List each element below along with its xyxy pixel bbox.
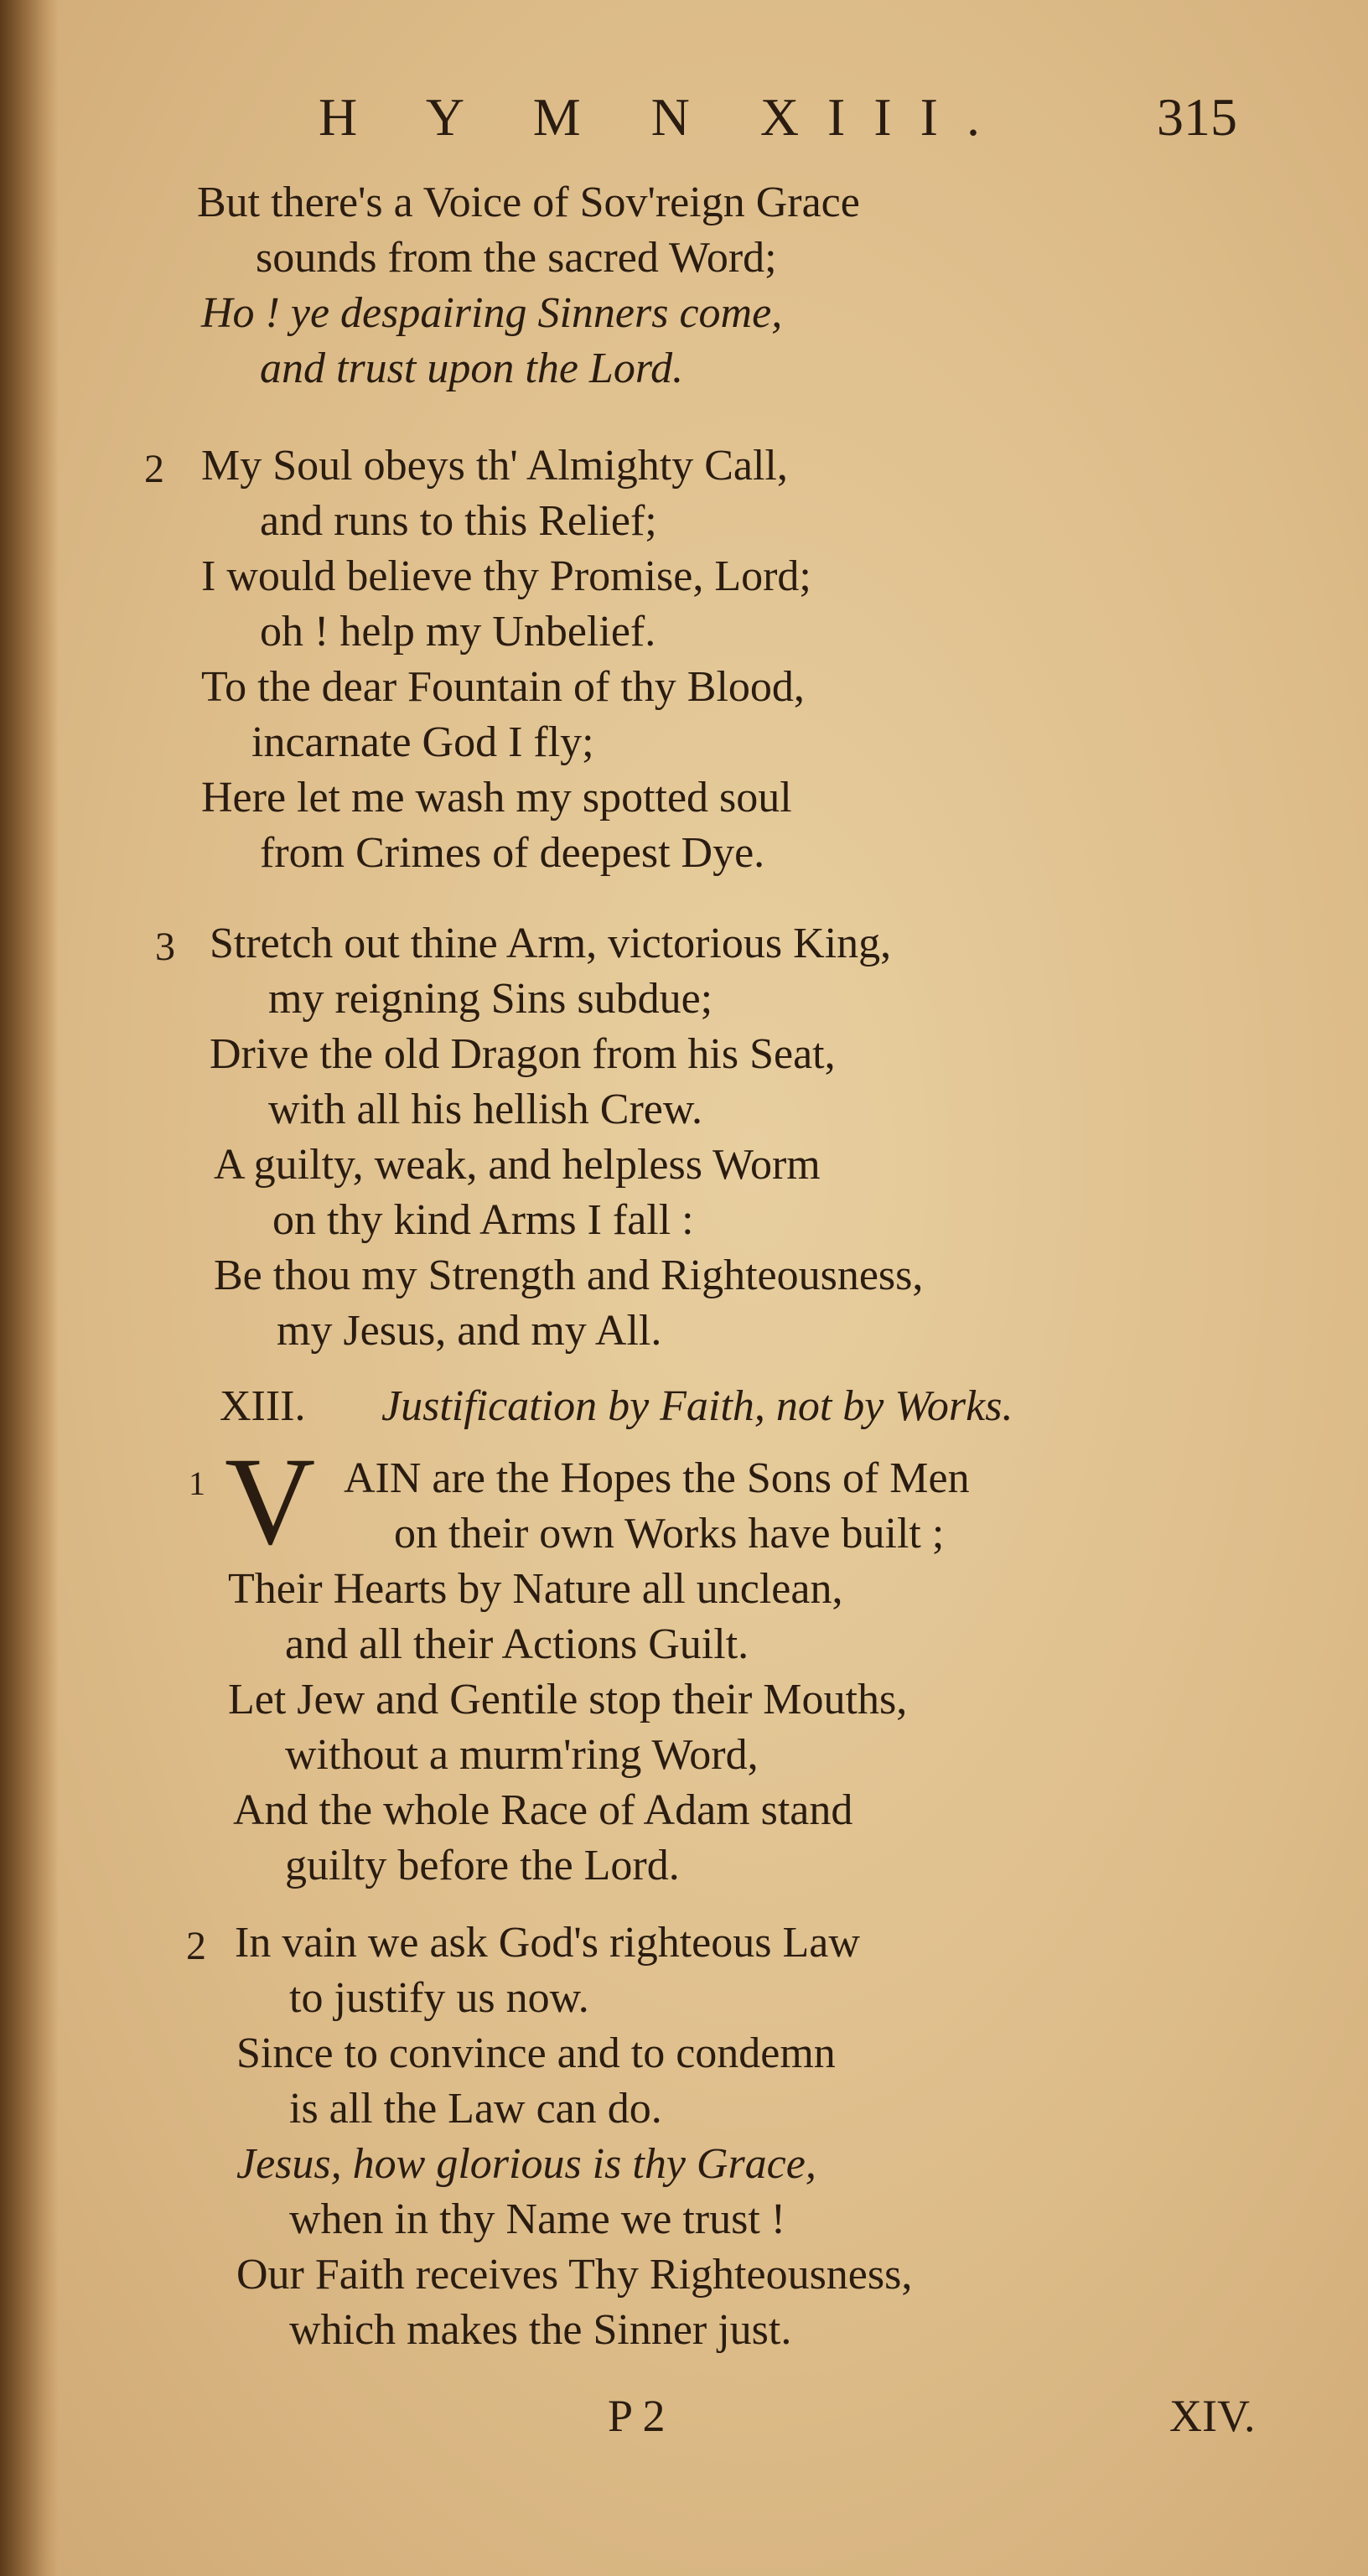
verse-line: oh ! help my Unbelief. <box>260 608 656 656</box>
verse-number: 1 <box>189 1464 205 1502</box>
verse-line: to justify us now. <box>289 1974 589 2022</box>
verse-line: and all their Actions Guilt. <box>285 1620 749 1668</box>
verse-line: Drive the old Dragon from his Seat, <box>210 1030 836 1078</box>
verse-line: which makes the Sinner just. <box>289 2306 792 2354</box>
verse-line: Stretch out thine Arm, victorious King, <box>210 920 892 967</box>
verse-line: my reigning Sins subdue; <box>268 975 713 1023</box>
verse-number: 2 <box>186 1924 206 1968</box>
verse-line: without a murm'ring Word, <box>285 1731 759 1779</box>
verse-line: sounds from the sacred Word; <box>256 234 777 282</box>
verse-line: on thy kind Arms I fall : <box>272 1196 694 1244</box>
verse-line: Our Faith receives Thy Righteousness, <box>236 2251 913 2299</box>
verse-line: My Soul obeys th' Almighty Call, <box>201 442 788 490</box>
verse-line: when in thy Name we trust ! <box>289 2195 786 2243</box>
verse-number: 2 <box>144 447 164 491</box>
verse-line: and runs to this Relief; <box>260 497 657 545</box>
verse-line: Jesus, how glorious is thy Grace, <box>236 2140 816 2188</box>
verse-line: But there's a Voice of Sov'reign Grace <box>197 179 860 226</box>
hymn-number: XIII. <box>220 1382 306 1430</box>
page-number: 315 <box>1157 87 1237 147</box>
drop-cap: V <box>225 1432 316 1571</box>
verse-number: 3 <box>155 925 175 969</box>
verse-line-italic: Ho ! ye despairing Sinners come, <box>201 289 783 337</box>
running-head: H Y M N XIII. <box>319 87 1008 147</box>
catchword: XIV. <box>1169 2391 1256 2441</box>
verse-line: In vain we ask God's righteous Law <box>235 1919 860 1967</box>
verse-line: To the dear Fountain of thy Blood, <box>201 663 805 711</box>
hymn-title: Justification by Faith, not by Works. <box>381 1382 1013 1430</box>
verse-line-italic: and trust upon the Lord. <box>260 345 684 392</box>
verse-line: from Crimes of deepest Dye. <box>260 829 765 877</box>
verse-line: my Jesus, and my All. <box>277 1307 662 1355</box>
verse-line: with all his hellish Crew. <box>268 1086 703 1133</box>
verse-line: Let Jew and Gentile stop their Mouths, <box>228 1676 908 1723</box>
verse-line: incarnate God I fly; <box>251 718 594 766</box>
verse-line: A guilty, weak, and helpless Worm <box>214 1141 821 1189</box>
verse-line: Here let me wash my spotted soul <box>201 774 792 822</box>
signature-mark: P 2 <box>608 2391 666 2441</box>
verse-line: Since to convince and to condemn <box>236 2029 836 2077</box>
verse-line: on their own Works have built ; <box>394 1510 945 1558</box>
verse-line: AIN are the Hopes the Sons of Men <box>344 1454 970 1502</box>
verse-line: Be thou my Strength and Righteousness, <box>214 1252 924 1299</box>
verse-line: guilty before the Lord. <box>285 1842 680 1889</box>
verse-line: And the whole Race of Adam stand <box>233 1786 853 1834</box>
verse-line: Their Hearts by Nature all unclean, <box>228 1565 843 1613</box>
verse-line: I would believe thy Promise, Lord; <box>201 552 811 600</box>
verse-line: is all the Law can do. <box>289 2085 662 2133</box>
